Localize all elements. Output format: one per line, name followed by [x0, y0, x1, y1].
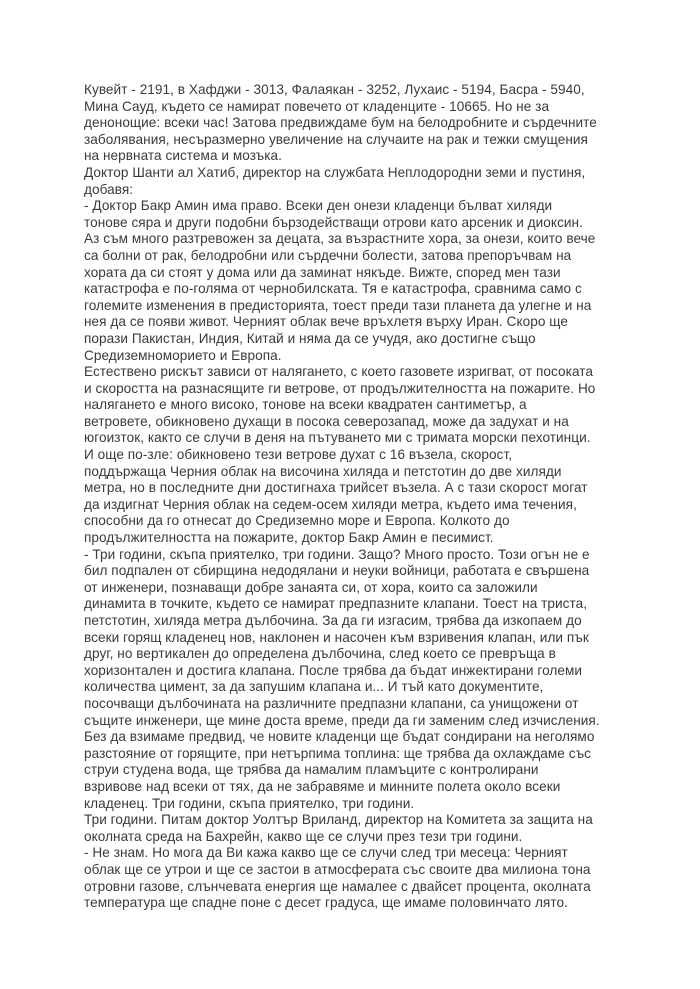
text-line: Кувейт - 2191, в Хафджи - 3013, Фалаякан - 3252, Лухаис - 5194, Басра - 5940,: [84, 82, 585, 97]
text-line: хоризонтален и достига клапана. После трябва да бъдат инжектирани големи: [84, 662, 583, 678]
text-line: способни да го отнесат до Средиземно море и Европа. Колкото до: [84, 513, 510, 529]
text-line: Без да взимаме предвид, че новите кладенци ще бъдат сондирани на неголямо: [84, 729, 595, 745]
text-line: Естествено рискът зависи от налягането, с което газовете изригват, от посоката: [84, 364, 593, 380]
text-line: продължителността на пожарите, доктор Бакр Амин е песимист.: [84, 530, 494, 546]
text-line: порази Пакистан, Индия, Китай и няма да се учудя, ако достигне също: [84, 330, 536, 346]
text-line: динамита в точките, където се намират предпазните клапани. Тоест на триста,: [84, 596, 588, 612]
text-line: от инженери, познаващи добре занаята си, от хора, които са заложили: [84, 579, 538, 595]
text-line: количества цимент, за да запушим клапана и... И тъй като документите,: [84, 679, 544, 695]
text-line: ветровете, обикновено духащи в посока северозапад, може да задухат и на: [84, 413, 569, 429]
text-line: отровни газове, слънчевата енергия ще намалее с двайсет процента, околната: [84, 878, 591, 894]
text-line: същите инженери, ще мине доста време, преди да ги заменим след изчисления.: [84, 712, 600, 728]
text-line: облак ще се утрои и ще се застои в атмосферата със своите два милиона тона: [84, 861, 591, 877]
text-line: бил подпален от сбирщина недодялани и неуки войници, работата е свършена: [84, 563, 590, 579]
text-line: на нервната система и мозъка.: [84, 148, 282, 164]
text-line: посочващи дълбочината на различните предпазни клапани, са унищожени от: [84, 695, 579, 711]
text-line: друг, но вертикален до определена дълбочина, след което се превръща в: [84, 646, 556, 662]
text-line: тонове сяра и други подобни бързодействащи отрови като арсеник и диоксин.: [84, 214, 583, 230]
text-line: добавя:: [84, 181, 134, 197]
text-line: поддържаща Черния облак на височина хиляда и петстотин до две хиляди: [84, 463, 562, 479]
text-line: И още по-зле: обикновено тези ветрове духат с 16 възела, скорост,: [84, 447, 513, 463]
text-line: Мина Сауд, където се намират повечето от кладенците - 10665. Но не за: [84, 98, 550, 114]
text-line: взривове над всеки от тях, да не забравяме и минните полета около всеки: [84, 778, 561, 794]
text-line: - Не знам. Но мога да Ви кажа какво ще се случи след три месеца: Черният: [84, 845, 568, 861]
text-line: Три години. Питам доктор Уолтър Вриланд, директор на Комитета за защита на: [84, 812, 593, 828]
text-line: околната среда на Бахрейн, какво ще се случи през тези три години.: [84, 828, 523, 844]
text-line: кладенец. Три години, скъпа приятелко, три години.: [84, 795, 415, 811]
text-line: заболявания, несъразмерно увеличение на случаите на рак и тежки смущения: [84, 131, 588, 147]
document-body-text: [84, 82, 624, 912]
text-line: - Доктор Бакр Амин има право. Всеки ден онези кладенци бълват хиляди: [84, 198, 553, 214]
text-line: - Три години, скъпа приятелко, три години. Защо? Много просто. Този огън не е: [84, 546, 590, 562]
text-line: разстояние от горящите, при нетърпима топлина: ще трябва да охлаждаме със: [84, 745, 591, 761]
text-line: нея да се появи живот. Черният облак вече връхлетя върху Иран. Скоро ще: [84, 314, 568, 330]
text-line: да издигнат Черния облак на седем-осем хиляди метра, където има течения,: [84, 496, 577, 512]
text-line: всеки горящ кладенец нов, наклонен и насочен към взривения клапан, или пък: [84, 629, 589, 645]
text-line: струи студена вода, ще трябва да намалим пламъците с контролирани: [84, 762, 539, 778]
text-line: Доктор Шанти ал Хатиб, директор на службата Неплодородни земи и пустиня,: [84, 164, 586, 180]
text-line: температура ще спадне поне с десет градуса, ще имаме половинчато лято.: [84, 895, 568, 911]
text-line: Средиземноморието и Европа.: [84, 347, 282, 363]
text-line: метра, но в последните дни достигнаха трийсет възела. А с тази скорост могат: [84, 480, 588, 496]
text-line: петстотин, хиляда метра дълбочина. За да ги изгасим, трябва да изкопаем до: [84, 613, 582, 628]
text-line: налягането е много високо, тонове на всеки квадратен сантиметър, а: [84, 397, 527, 413]
text-line: и скоростта на разнасящите ги ветрове, от продължителността на пожарите. Но: [84, 380, 596, 396]
text-line: са болни от рак, белодробни или сърдечни болести, затова препоръчвам на: [84, 247, 572, 263]
text-line: югоизток, както се случи в деня на пътуването ми с тримата морски пехотинци.: [84, 430, 591, 446]
text-line: Аз съм много разтревожен за децата, за възрастните хора, за онези, които вече: [84, 231, 596, 247]
text-line: големите изменения в предисторията, тоест преди тази планета да улегне и на: [84, 297, 592, 313]
text-line: денонощие: всеки час! Затова предвиждаме бум на белодробните и сърдечните: [84, 115, 597, 131]
text-line: катастрофа е по-голяма от чернобилската. Тя е катастрофа, сравнима само с: [84, 281, 582, 297]
text-line: хората да си стоят у дома или да заминат някъде. Вижте, според мен тази: [84, 264, 561, 280]
